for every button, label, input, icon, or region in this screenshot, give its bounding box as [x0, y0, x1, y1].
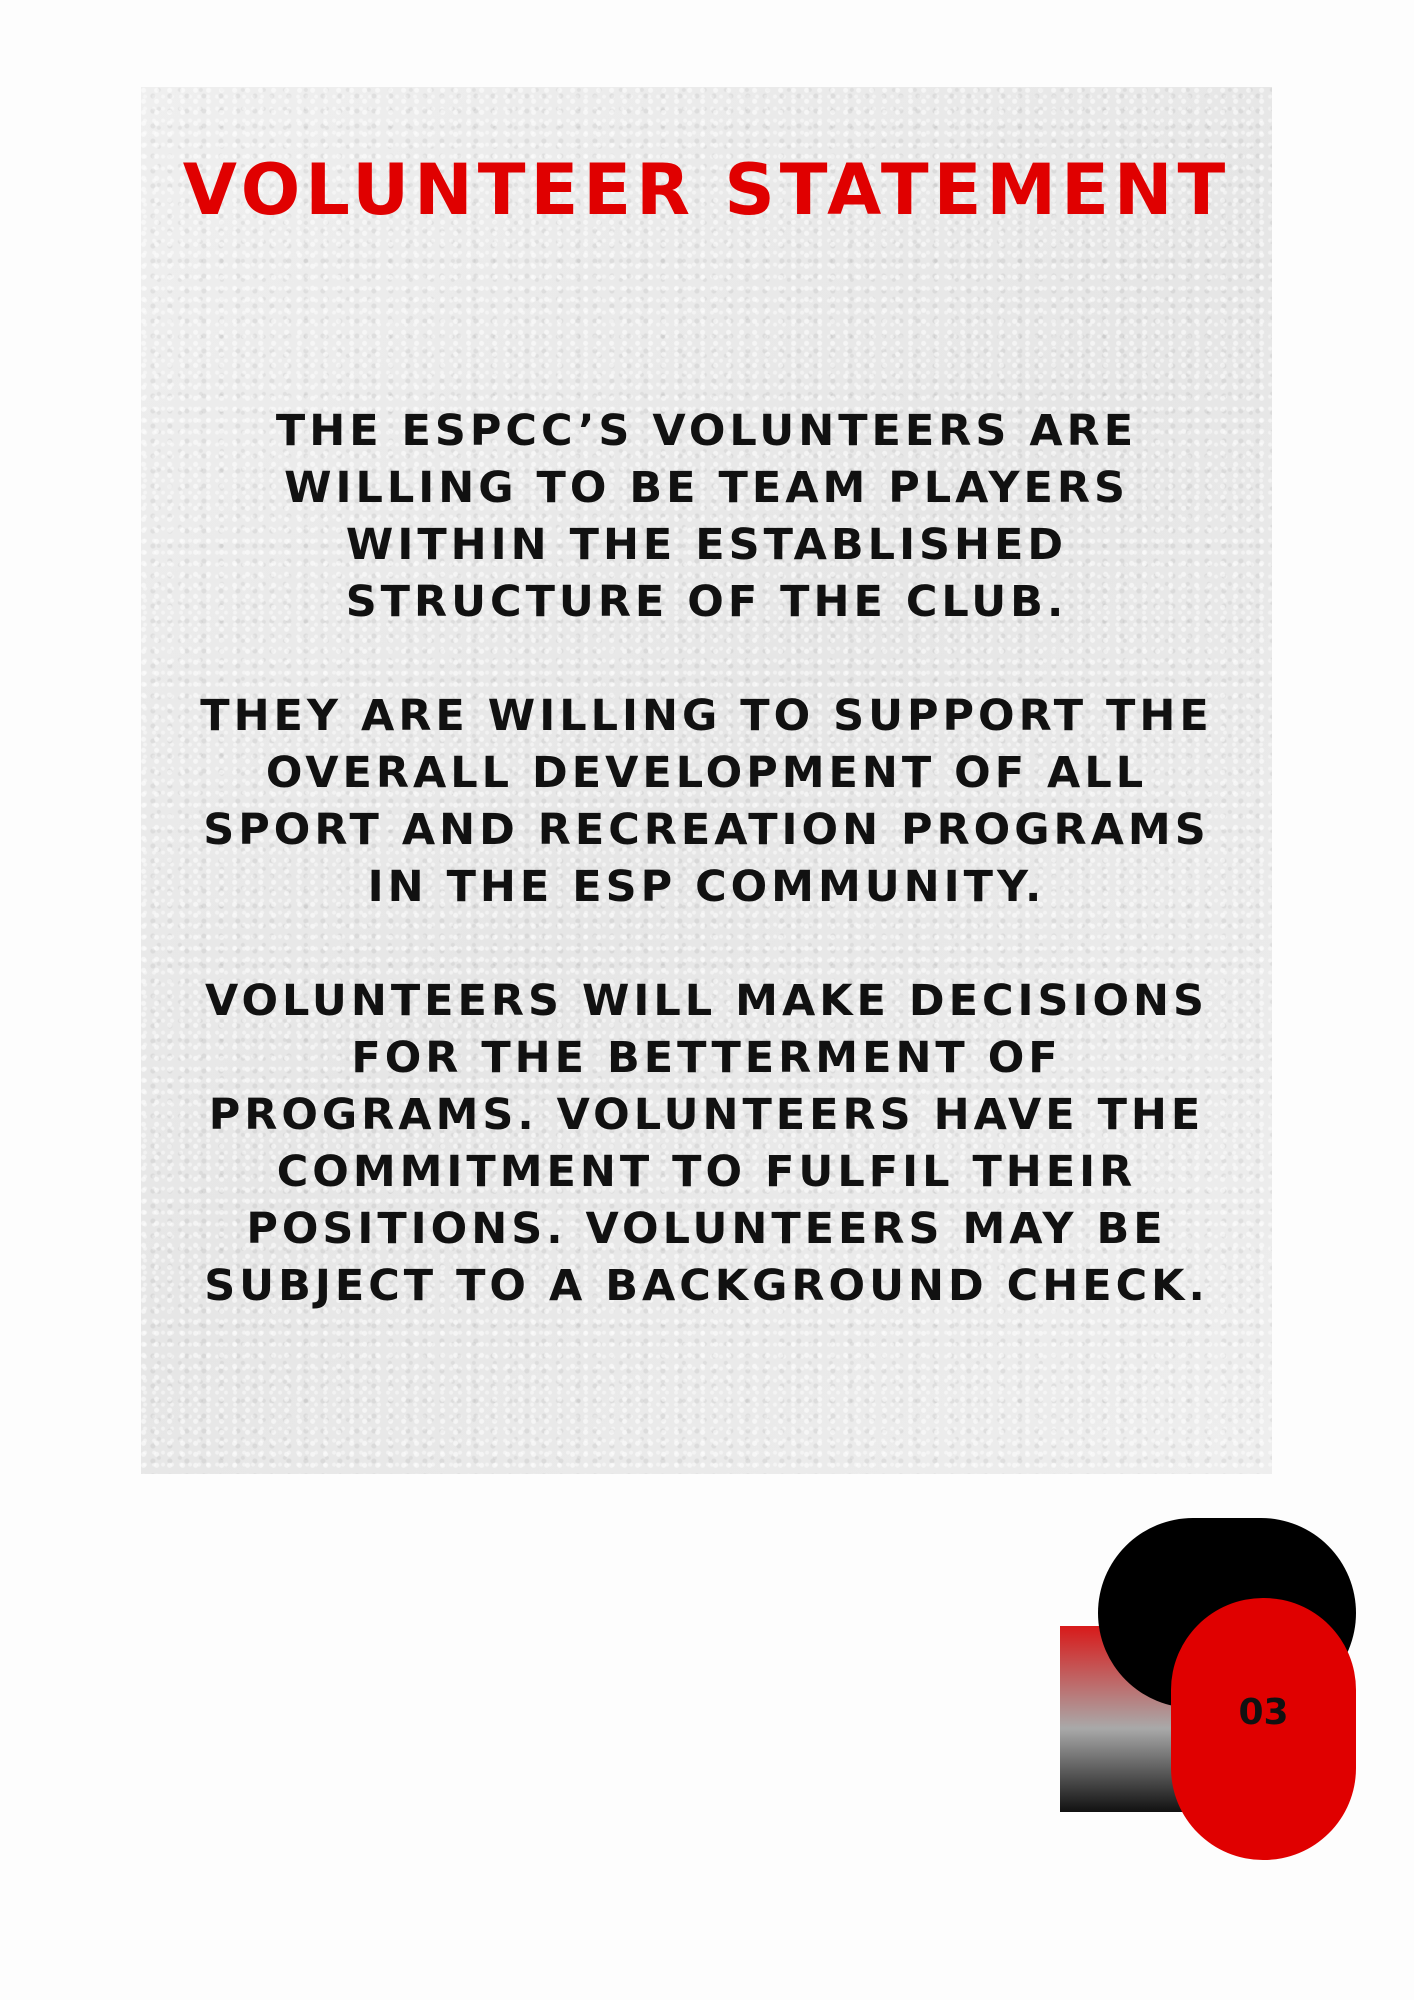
statement-paragraph-3: VOLUNTEERS WILL MAKE DECISIONS FOR THE BETTERMENT OF PROGRAMS. VOLUNTEERS HAVE THE COMMITMENT TO FULFIL THEIR POSITIONS. VOLUNTEERS MAY BE SUBJECT TO A BACKGROUND CHECK. [204, 976, 1209, 1311]
statement-paragraph-2: THEY ARE WILLING TO SUPPORT THE OVERALL DEVELOPMENT OF ALL SPORT AND RECREATION PROGRAMS IN THE ESP COMMUNITY. [200, 691, 1213, 912]
statement-paragraph-1: THE ESPCC’S VOLUNTEERS ARE WILLING TO BE TEAM PLAYERS WITHIN THE ESTABLISHED STRUCTURE OF THE CLUB. [275, 406, 1138, 627]
page-number: 03 [1238, 1692, 1289, 1733]
statement-body [191, 403, 1222, 1372]
page-number-decoration [1058, 1518, 1358, 1863]
page-title: VOLUNTEER STATEMENT [182, 149, 1231, 231]
